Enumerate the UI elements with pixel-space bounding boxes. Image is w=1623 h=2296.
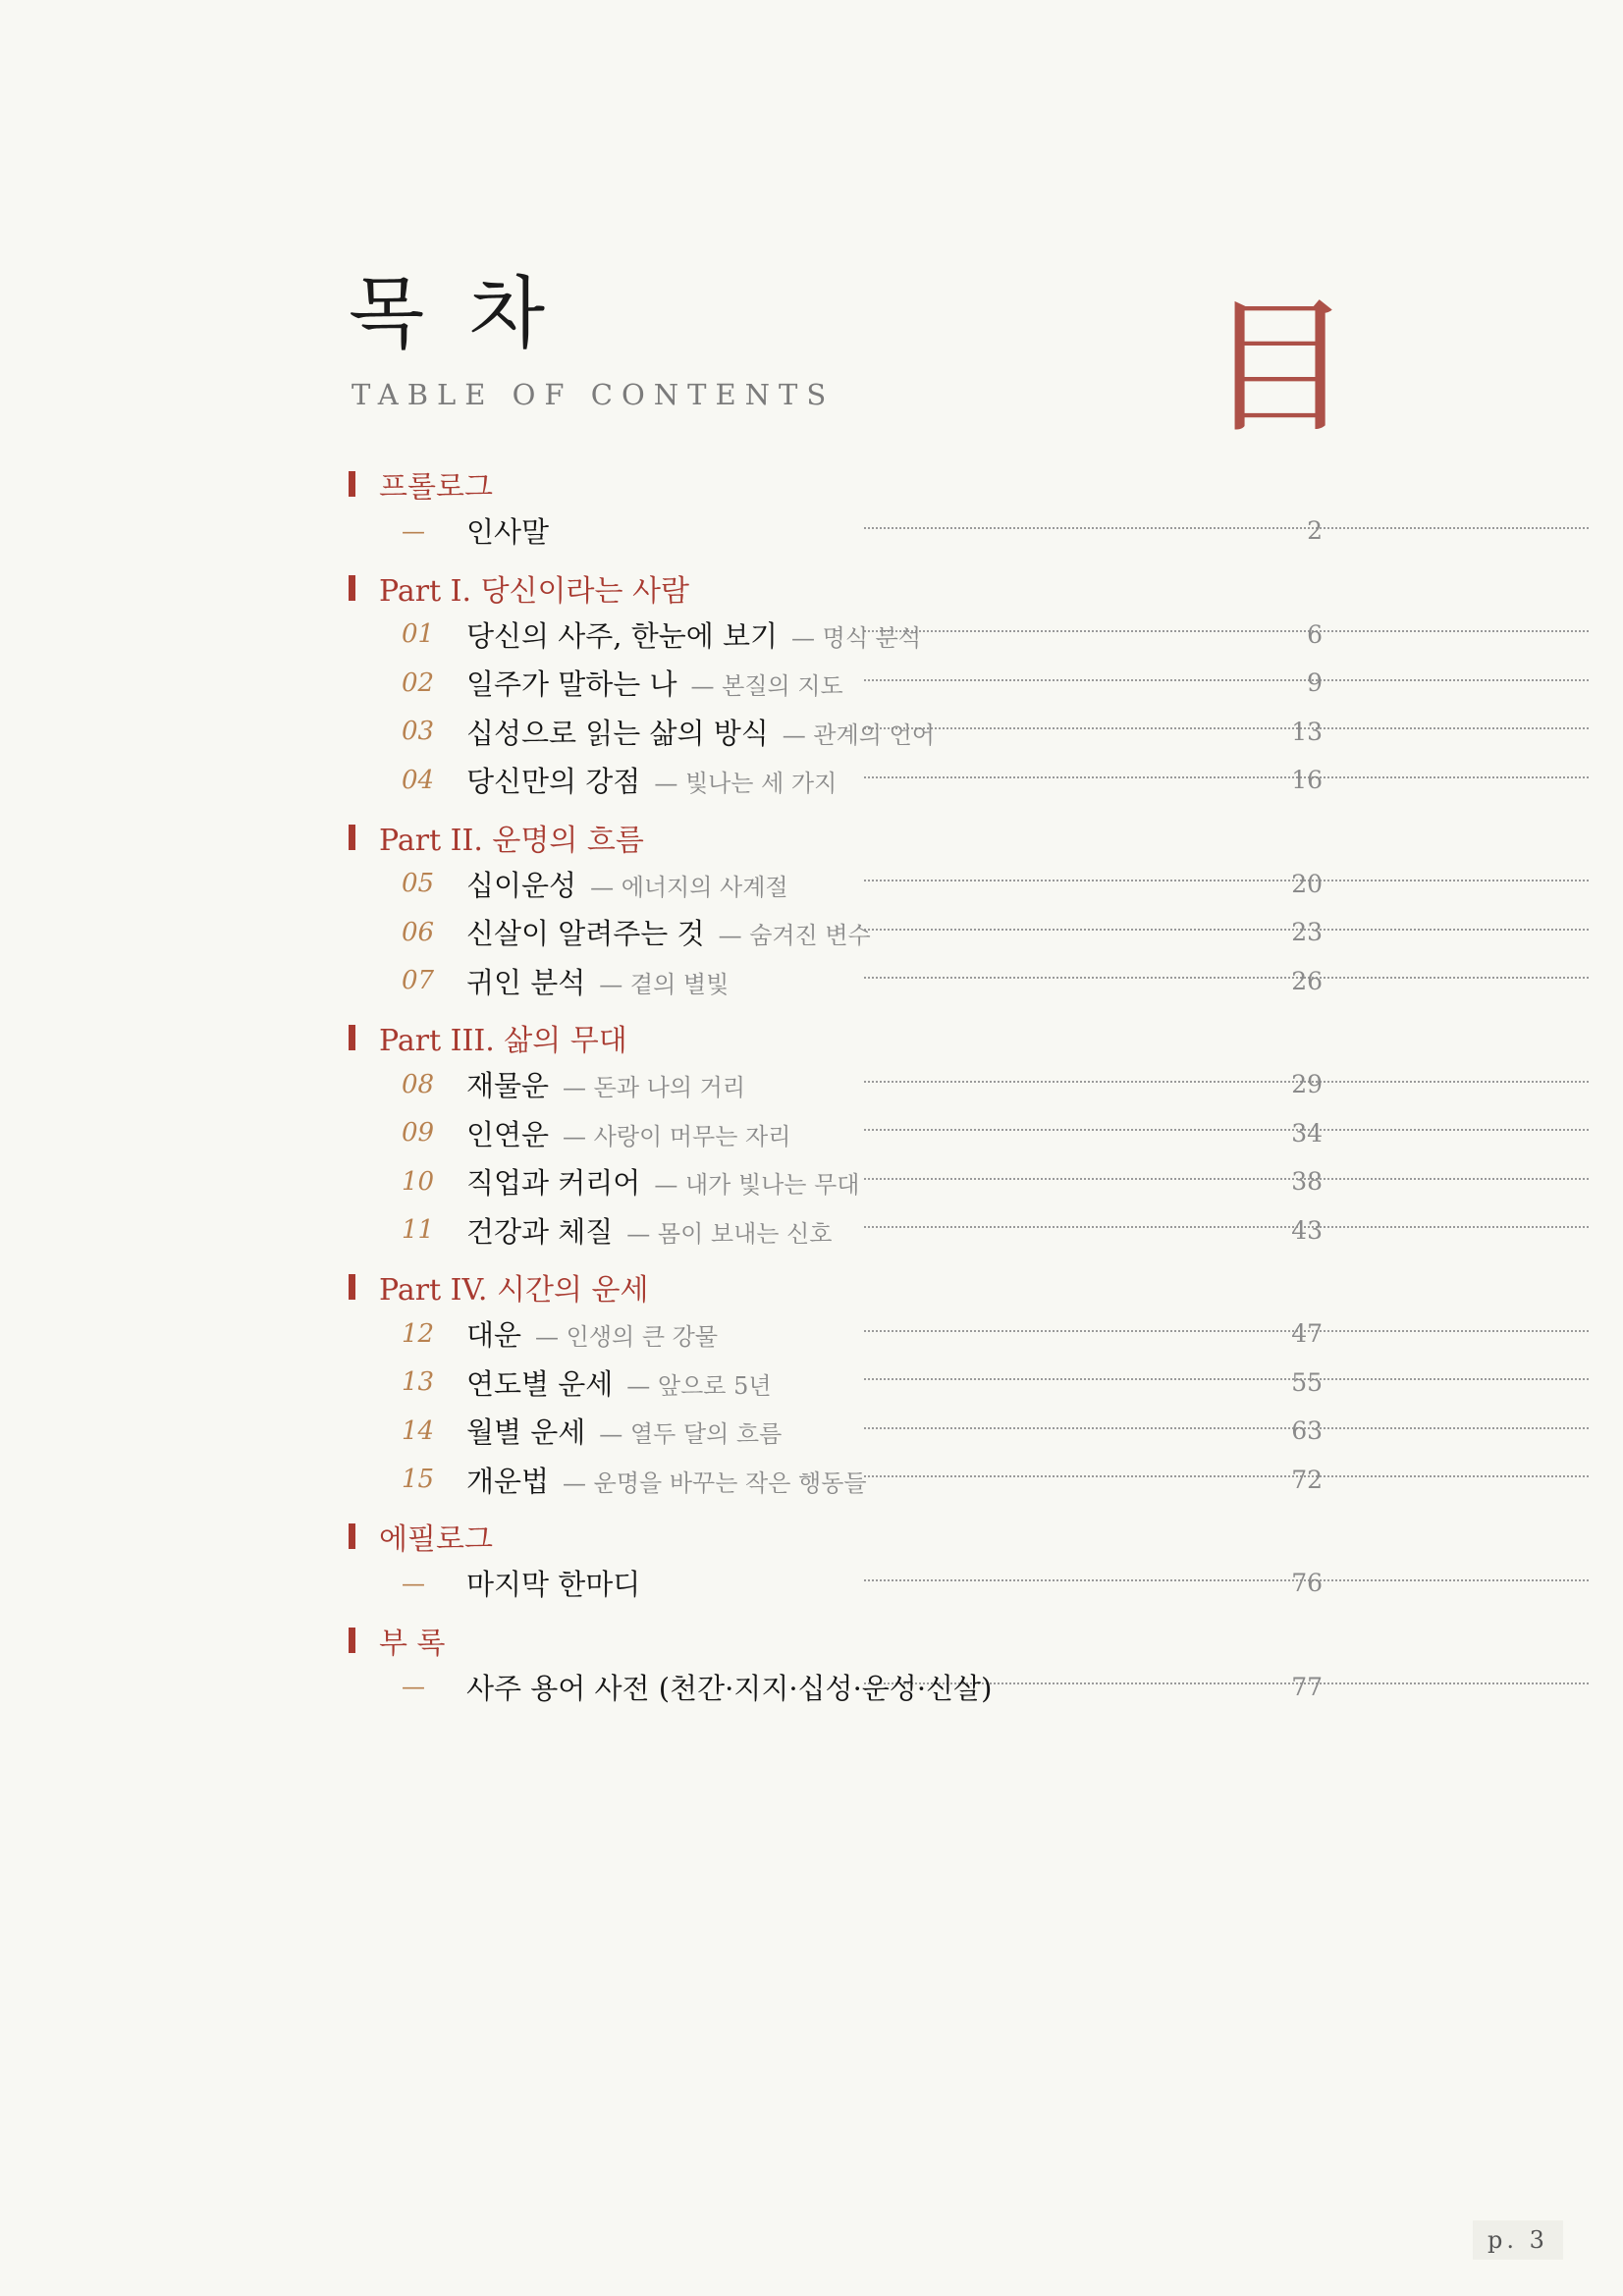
entry-title: 십이운성 (466, 868, 577, 902)
entry-label-wrap (466, 1411, 782, 1451)
dot-leader (864, 1226, 1589, 1228)
entry-number: 14 (402, 1415, 435, 1446)
section-title: Part IV. 시간의 운세 (379, 1273, 649, 1308)
entry-label-wrap (466, 712, 935, 752)
entry-page-number: 2 (1307, 516, 1323, 546)
entry-number: 07 (402, 966, 435, 996)
entry-dash: — (402, 1569, 425, 1597)
section-marker-bar (349, 825, 355, 850)
dot-leader (864, 1475, 1589, 1477)
entry-dash: — (402, 516, 425, 545)
toc-entry[interactable] (349, 1206, 1321, 1255)
entry-page-number: 23 (1291, 918, 1323, 947)
dot-leader (864, 880, 1589, 881)
entry-subtitle: — 몸이 보내는 신호 (626, 1219, 833, 1248)
dot-leader (864, 1129, 1589, 1131)
section-marker-bar (349, 1523, 355, 1549)
section-title: 에필로그 (379, 1522, 493, 1557)
entry-number: 10 (402, 1166, 435, 1197)
section-title: Part III. 삶의 무대 (379, 1024, 627, 1058)
entry-label-wrap (466, 864, 788, 904)
toc-entry[interactable] (349, 1157, 1321, 1206)
entry-label-wrap (466, 1113, 790, 1153)
entry-number: 12 (402, 1318, 435, 1349)
entry-number: 13 (402, 1367, 435, 1398)
entry-number: 03 (402, 717, 435, 747)
entry-title: 신살이 알려주는 것 (466, 917, 705, 951)
entry-label-wrap (466, 663, 843, 703)
entry-dash: — (402, 1673, 425, 1701)
dot-leader (864, 679, 1589, 681)
entry-number: 04 (402, 765, 435, 795)
section-title: Part I. 당신이라는 사람 (379, 573, 689, 609)
entry-label-wrap (466, 614, 921, 655)
toc-section-heading[interactable] (349, 1015, 1321, 1060)
toc-entry[interactable] (349, 860, 1321, 909)
entry-subtitle: — 앞으로 5년 (626, 1371, 772, 1400)
entry-subtitle: — 돈과 나의 거리 (563, 1074, 746, 1102)
toc-entry[interactable] (349, 1109, 1321, 1158)
toc-entry[interactable] (349, 659, 1321, 708)
dot-leader (864, 1178, 1589, 1180)
section-title: 부 록 (379, 1626, 446, 1661)
entry-label-wrap (466, 1563, 640, 1603)
entry-title: 개운법 (466, 1464, 550, 1498)
dot-leader (864, 527, 1589, 529)
entry-title: 당신의 사주, 한눈에 보기 (466, 618, 779, 653)
toc-section-heading[interactable] (349, 1514, 1321, 1559)
toc-entry[interactable] (349, 1359, 1321, 1408)
entry-subtitle: — 열두 달의 흐름 (599, 1420, 783, 1449)
entry-label-wrap (466, 961, 729, 1001)
entry-title: 일주가 말하는 나 (466, 667, 677, 702)
entry-subtitle: — 곁의 별빛 (599, 970, 730, 998)
entry-title: 십성으로 읽는 삶의 방식 (466, 716, 769, 750)
toc-section-heading[interactable] (349, 565, 1321, 611)
entry-label-wrap (466, 1313, 718, 1354)
entry-label-wrap (466, 1064, 745, 1104)
entry-subtitle: — 관계의 언어 (782, 721, 935, 749)
entry-title: 귀인 분석 (466, 965, 586, 999)
entry-title: 월별 운세 (466, 1415, 586, 1450)
section-marker-bar (349, 1025, 355, 1050)
dot-leader (864, 776, 1589, 778)
toc-entry[interactable] (349, 957, 1321, 1006)
entry-title: 사주 용어 사전 (천간·지지·십성·운성·신살) (466, 1671, 993, 1705)
entry-title: 재물운 (466, 1069, 550, 1103)
entry-number: 09 (402, 1118, 435, 1148)
entry-number: 08 (402, 1069, 435, 1099)
dot-leader (864, 727, 1589, 729)
dot-leader (864, 977, 1589, 979)
section-marker-bar (349, 575, 355, 601)
entry-title: 연도별 운세 (466, 1366, 614, 1401)
dot-leader (864, 1427, 1589, 1429)
entry-label-wrap (466, 912, 871, 952)
entry-title: 당신만의 강점 (466, 765, 641, 799)
entry-page-number: 34 (1291, 1118, 1323, 1148)
toc-entry[interactable] (349, 611, 1321, 660)
entry-page-number: 29 (1291, 1070, 1323, 1099)
entry-page-number: 26 (1291, 966, 1323, 995)
entry-page-number: 38 (1291, 1167, 1323, 1197)
entry-page-number: 77 (1291, 1672, 1323, 1701)
toc-entry[interactable] (349, 908, 1321, 957)
section-title: Part II. 운명의 흐름 (379, 823, 644, 858)
entry-page-number: 6 (1307, 619, 1323, 649)
entry-page-number: 9 (1307, 668, 1323, 698)
section-title: 프롤로그 (379, 470, 493, 505)
dot-leader (864, 1081, 1589, 1083)
entry-page-number: 63 (1291, 1416, 1323, 1446)
toc-entry[interactable] (349, 1663, 1321, 1712)
entry-page-number: 72 (1291, 1465, 1323, 1494)
entry-page-number: 16 (1291, 766, 1323, 795)
table-of-contents (349, 461, 1321, 1711)
entry-number: 11 (402, 1215, 435, 1246)
toc-entry[interactable] (349, 756, 1321, 805)
entry-page-number: 55 (1291, 1367, 1323, 1397)
section-marker-bar (349, 471, 355, 497)
entry-number: 15 (402, 1465, 435, 1495)
page-number: p. 3 (1473, 2220, 1563, 2260)
toc-entry[interactable] (349, 1309, 1321, 1359)
entry-label-wrap (466, 510, 549, 551)
dot-leader (864, 1579, 1589, 1581)
entry-title: 인사말 (466, 515, 550, 550)
entry-number: 01 (402, 619, 435, 650)
dot-leader (864, 1378, 1589, 1380)
entry-subtitle: — 명식 분석 (791, 623, 922, 652)
entry-number: 06 (402, 917, 435, 947)
dot-leader (864, 929, 1589, 931)
entry-label-wrap (466, 760, 837, 800)
entry-label-wrap (466, 1362, 772, 1403)
entry-title: 인연운 (466, 1117, 550, 1151)
section-marker-bar (349, 1628, 355, 1653)
toc-entry[interactable] (349, 708, 1321, 757)
entry-number: 05 (402, 869, 435, 899)
toc-section-heading[interactable] (349, 1618, 1321, 1663)
toc-entry[interactable] (349, 507, 1321, 556)
section-marker-bar (349, 1274, 355, 1300)
toc-section-heading[interactable] (349, 461, 1321, 507)
entry-page-number: 20 (1291, 869, 1323, 898)
toc-entry[interactable] (349, 1456, 1321, 1505)
entry-subtitle: — 숨겨진 변수 (718, 922, 871, 950)
toc-section-heading[interactable] (349, 815, 1321, 860)
entry-title: 직업과 커리어 (466, 1166, 641, 1201)
entry-subtitle: — 인생의 큰 강물 (535, 1323, 719, 1352)
entry-subtitle: — 내가 빛나는 무대 (654, 1171, 860, 1200)
entry-page-number: 13 (1291, 717, 1323, 746)
entry-title: 건강과 체질 (466, 1214, 614, 1249)
page-subtitle: TABLE OF CONTENTS (352, 378, 836, 411)
dot-leader (864, 1330, 1589, 1332)
entry-page-number: 43 (1291, 1215, 1323, 1245)
entry-subtitle: — 본질의 지도 (690, 672, 843, 701)
entry-subtitle: — 운명을 바꾸는 작은 행동들 (563, 1468, 867, 1497)
entry-subtitle: — 사랑이 머무는 자리 (563, 1122, 791, 1150)
entry-page-number: 76 (1291, 1569, 1323, 1598)
entry-label-wrap (466, 1210, 832, 1251)
dot-leader (864, 630, 1589, 632)
entry-subtitle: — 에너지의 사계절 (590, 873, 788, 901)
toc-section-heading[interactable] (349, 1264, 1321, 1309)
entry-title: 대운 (466, 1318, 522, 1353)
toc-entry[interactable] (349, 1060, 1321, 1109)
entry-label-wrap (466, 1161, 860, 1201)
entry-subtitle: — 빛나는 세 가지 (654, 770, 838, 798)
entry-title: 마지막 한마디 (466, 1568, 641, 1602)
hanja-mark: 目 (1206, 283, 1354, 454)
entry-label-wrap (466, 1667, 992, 1707)
toc-entry[interactable] (349, 1559, 1321, 1608)
entry-page-number: 47 (1291, 1319, 1323, 1349)
page-title: 목 차 (349, 268, 555, 359)
entry-label-wrap (466, 1460, 867, 1500)
entry-number: 02 (402, 667, 435, 698)
toc-entry[interactable] (349, 1407, 1321, 1456)
